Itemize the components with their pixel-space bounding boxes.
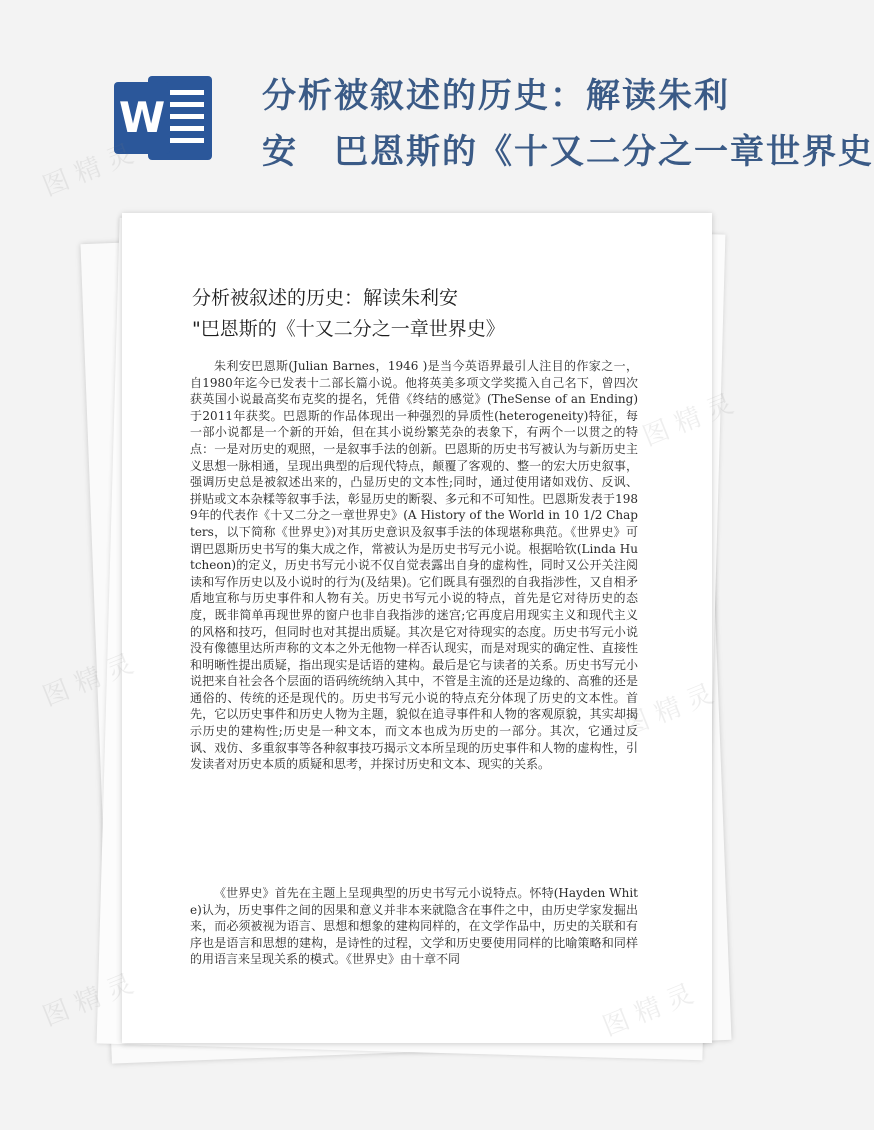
header-title-line1: 分析被叙述的历史：解读朱利	[262, 76, 730, 116]
document-title-line1: 分析被叙述的历史：解读朱利安	[192, 287, 459, 309]
word-document-icon	[112, 72, 218, 164]
document-paragraph-2: 《世界史》首先在主题上呈现典型的历史书写元小说特点。怀特(Hayden White)认为，历史事件之间的因果和意义并非本来就隐含在事件之中，由历史学家发掘出来，而必须被视为语言、思想和想象的建构同样的，在文学作品中，历史的关联和有序也是语言和思想的建构，是诗性的过程，文学和历史要使用同样的比喻策略和同样的用语言来呈现关系的模式。《世界史》由十章不同	[190, 886, 638, 967]
svg-text:W: W	[118, 93, 166, 142]
watermark-mark: 图 精 灵	[38, 139, 138, 203]
document-page	[122, 213, 712, 1043]
header-title-line2: 安 巴恩斯的《十又二分之一章世界史	[262, 132, 874, 172]
watermark-mark: 图 精 灵	[38, 649, 138, 713]
document-title-line2: "巴恩斯的《十又二分之一章世界史》	[192, 318, 505, 340]
document-paragraph-1: 朱利安巴恩斯(Julian Barnes，1946 )是当今英语界最引人注目的作家之一，自1980年迄今已发表十二部长篇小说。他将英美多项文学奖揽入自己名下，曾四次获英国小说最高奖布克奖的提名，凭借《终结的感觉》(TheSense of an Ending)于2011年获奖。巴恩斯的作品体现出一种强烈的异质性(heterogeneity)特征，每一部小说都是一个新的开始，但在其小说纷繁芜杂的表象下，有两个一以贯之的特点：一是对历史的观照，一是叙事手法的创新。巴恩斯的历史书写被认为与新历史主义思想一脉相通，呈现出典型的后现代特点，颠覆了客观的、整一的宏大历史叙事，强调历史总是被叙述出来的，凸显历史的文本性;同时，通过使用诸如戏仿、反讽、拼贴或文本杂糅等叙事手法，彰显历史的断裂、多元和不可知性。巴恩斯发表于1989年的代表作《十又二分之一章世界史》(A History of the World in 10 1/2 Chapters，以下简称《世界史》)对其历史意识及叙事手法的体现堪称典范。《世界史》可谓巴恩斯历史书写的集大成之作，常被认为是历史书写元小说。根据哈钦(Linda Hutcheon)的定义，历史书写元小说不仅自觉表露出自身的虚构性，同时又公开关注阅读和写作历史以及小说时的行为(及结果)。它们既具有强烈的自我指涉性，又自相矛盾地宣称与历史事件和人物有关。历史书写元小说的特点，首先是它对待历史的态度，既非简单再现世界的窗户也非自我指涉的迷宫;它再度启用现实主义和现代主义的风格和技巧，但同时也对其提出质疑。其次是它对待现实的态度。历史书写元小说没有像德里达所声称的文本之外无他物一样否认现实，而是对现实的确定性、直接性和明晰性提出质疑，指出现实是话语的建构。最后是它与读者的关系。历史书写元小说把来自社会各个层面的语码统统纳入其中，不管是主流的还是边缘的、高雅的还是通俗的、传统的还是现代的。历史书写元小说的特点充分体现了历史的文本性。首先，它以历史事件和历史人物为主题，貌似在追寻事件和人物的客观原貌，其实却揭示历史的建构性;历史是一种文本，而文本也成为历史的一部分。其次，它通过反讽、戏仿、多重叙事等各种叙事技巧揭示文本所呈现的历史事件和人物的虚构性，引发读者对历史本质的质疑和思考，并探讨历史和文本、现实的关系。	[190, 359, 638, 772]
watermark-mark: 图 精 灵	[38, 969, 138, 1033]
